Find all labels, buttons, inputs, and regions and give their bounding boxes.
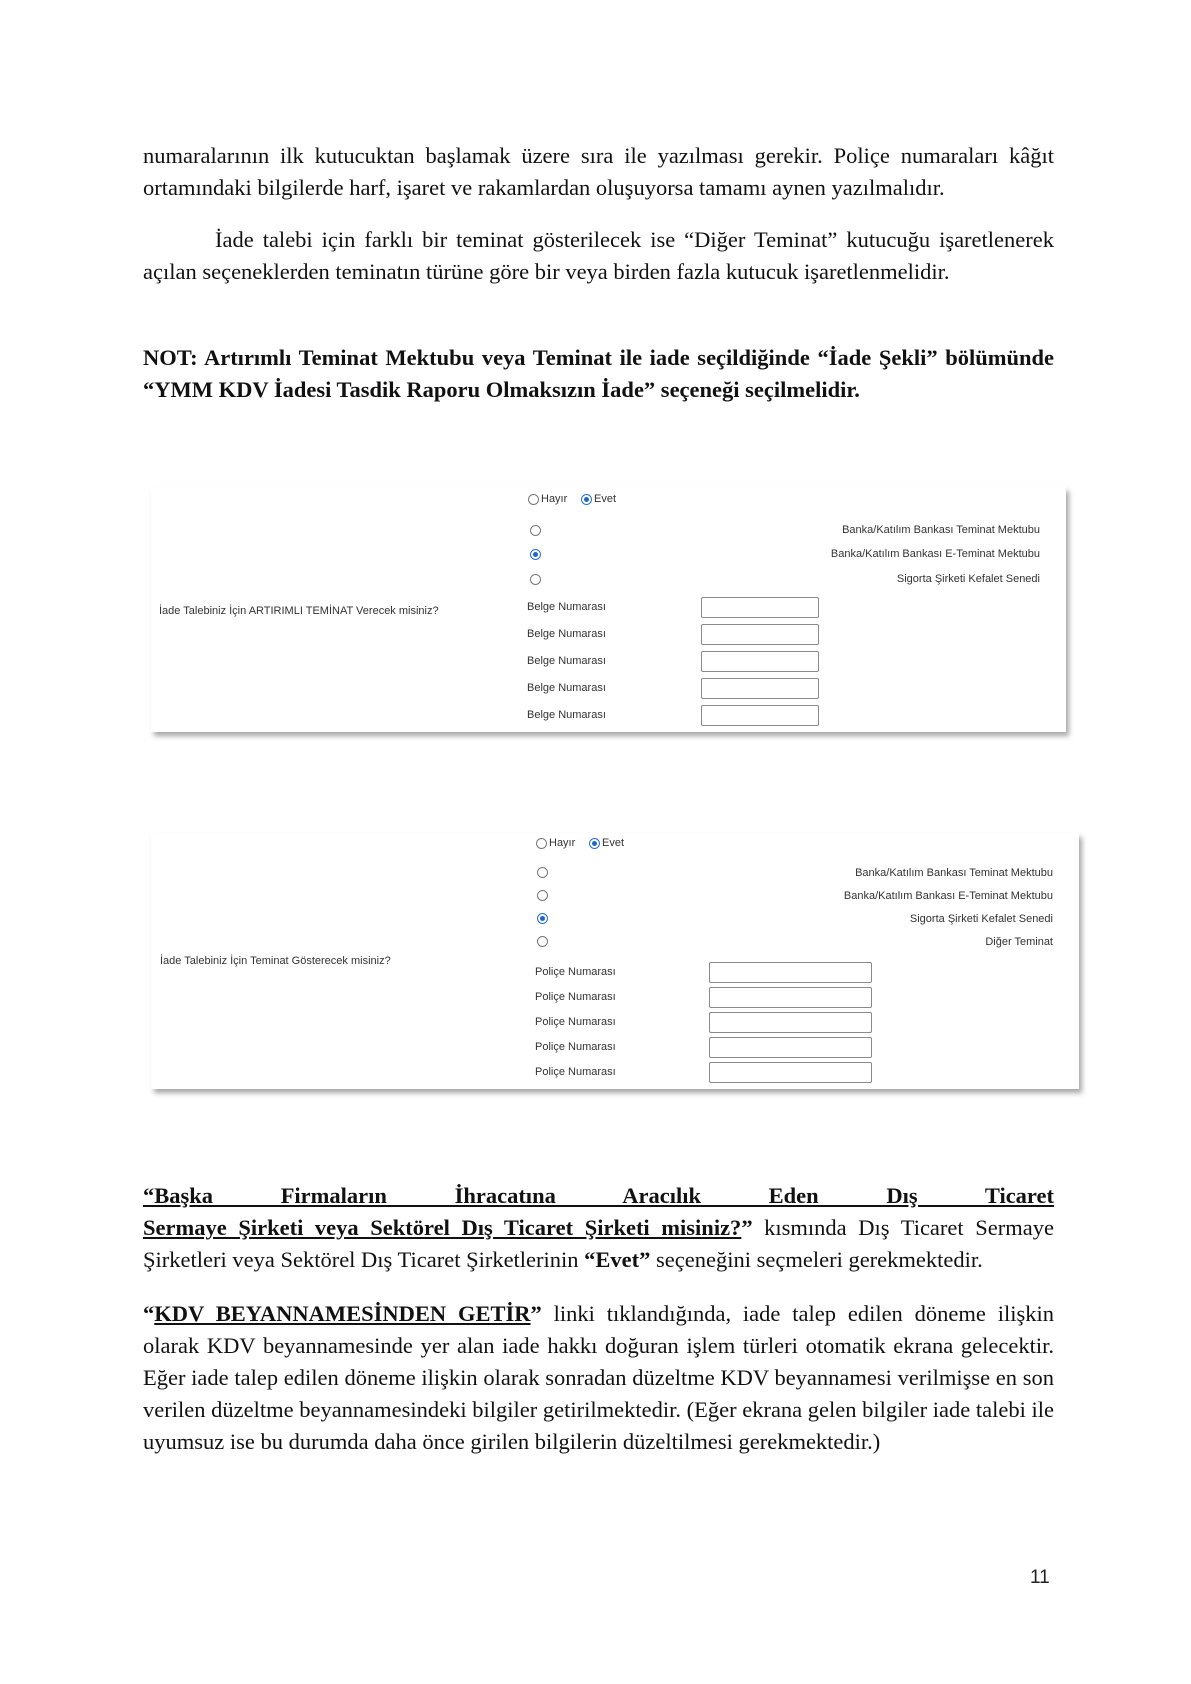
kdv-link-text: linki tıklandığında, iade talep edilen döneme ilişkin olarak KDV beyannamesinde yer alan iade hakkı doğuran işlem türleri otomatik ekrana gelecektir. Eğer iade talep edilen döneme ilişkin olarak sonradan düzeltme KDV beyannamesi verilmişse en son verilen düzeltme beyannamesindeki bilgiler getirilmektedir. (Eğer ekrana gelen bilgiler iade talebi ile uyumsuz ise bu durumda daha önce girilen bilgilerin düzeltilmesi gerekmektedir.)	[143, 1301, 1054, 1454]
option-label-bank-e-letter: Banka/Katılım Bankası E-Teminat Mektubu	[843, 890, 1053, 902]
policy-number-input[interactable]	[709, 987, 872, 1008]
radio-no-label: Hayır	[549, 837, 576, 849]
field-label: Belge Numarası	[527, 682, 606, 694]
quote-close: ”	[741, 1215, 753, 1240]
paragraph-kdv-link	[143, 1298, 1054, 1458]
option-label-bank-letter: Banka/Katılım Bankası Teminat Mektubu	[842, 524, 1040, 536]
radio-yes-label: Evet	[602, 837, 625, 849]
note-paragraph: NOT: Artırımlı Teminat Mektubu veya Teminat ile iade seçildiğinde “İade Şekli” bölümünde “YMM KDV İadesi Tasdik Raporu Olmaksızın İade” seçeneği seçilmelidir.	[143, 345, 1054, 402]
option-label-insurance-bond: Sigorta Şirketi Kefalet Senedi	[909, 913, 1053, 925]
field-label: Poliçe Numarası	[535, 1041, 616, 1053]
option-label-bank-letter: Banka/Katılım Bankası Teminat Mektubu	[855, 867, 1053, 879]
question-label: İade Talebiniz İçin ARTIRIMLI TEMİNAT Verecek misiniz?	[159, 605, 439, 617]
field-label: Poliçe Numarası	[535, 966, 616, 978]
form-panel-guarantee	[151, 833, 1079, 1089]
radio-option-bank-e-letter[interactable]	[537, 890, 548, 901]
paragraph-foreign-trade-question	[143, 1180, 1054, 1276]
radio-yes[interactable]	[581, 494, 592, 505]
document-number-input[interactable]	[701, 624, 819, 645]
radio-option-insurance-bond[interactable]	[537, 913, 548, 924]
radio-option-bank-letter[interactable]	[530, 525, 541, 536]
option-label-insurance-bond: Sigorta Şirketi Kefalet Senedi	[896, 573, 1040, 585]
policy-number-input[interactable]	[709, 1062, 872, 1083]
policy-number-input[interactable]	[709, 962, 872, 983]
field-label: Belge Numarası	[527, 601, 606, 613]
field-label: Poliçe Numarası	[535, 1016, 616, 1028]
page-number: 11	[1030, 1567, 1050, 1588]
document-number-input[interactable]	[701, 651, 819, 672]
evet-emphasis: “Evet”	[584, 1247, 651, 1272]
radio-option-insurance-bond[interactable]	[530, 574, 541, 585]
radio-option-bank-e-letter[interactable]	[530, 549, 541, 560]
foreign-trade-question-line2: Sermaye Şirketi veya Sektörel Dış Ticaret Şirketi misiniz?	[143, 1215, 742, 1240]
radio-option-bank-letter[interactable]	[537, 867, 548, 878]
radio-yes-label: Evet	[594, 493, 617, 505]
kdv-beyanname-link: KDV BEYANNAMESİNDEN GETİR	[154, 1301, 531, 1326]
foreign-trade-text-2: seçeneğini seçmeleri gerekmektedir.	[650, 1247, 983, 1272]
field-label: Belge Numarası	[527, 655, 606, 667]
radio-yes[interactable]	[589, 838, 600, 849]
field-label: Poliçe Numarası	[535, 991, 616, 1003]
quote-close: ”	[530, 1301, 542, 1326]
option-label-other-guarantee: Diğer Teminat	[985, 936, 1053, 948]
field-label: Poliçe Numarası	[535, 1066, 616, 1078]
radio-no[interactable]	[536, 838, 547, 849]
question-label: İade Talebiniz İçin Teminat Gösterecek misiniz?	[160, 955, 391, 967]
policy-number-input[interactable]	[709, 1037, 872, 1058]
paragraph-policy-numbers: numaralarının ilk kutucuktan başlamak üzere sıra ile yazılması gerekir. Poliçe numaraları kâğıt ortamındaki bilgilerde harf, işaret ve rakamlardan oluşuyorsa tamamı aynen yazılmalıdır.	[143, 143, 1054, 200]
radio-no[interactable]	[528, 494, 539, 505]
radio-no-label: Hayır	[541, 493, 568, 505]
field-label: Belge Numarası	[527, 628, 606, 640]
document-number-input[interactable]	[701, 597, 819, 618]
document-number-input[interactable]	[701, 678, 819, 699]
document-number-input[interactable]	[701, 705, 819, 726]
policy-number-input[interactable]	[709, 1012, 872, 1033]
paragraph-other-guarantee: İade talebi için farklı bir teminat gösterilecek ise “Diğer Teminat” kutucuğu işaretlenerek açılan seçeneklerden teminatın türüne göre bir veya birden fazla kutucuk işaretlenmelidir.	[143, 227, 1054, 284]
quote-open: “	[143, 1301, 155, 1326]
foreign-trade-text-1: kısmında Dış Ticaret Sermaye Şirketleri veya Sektörel Dış Ticaret Şirketlerinin	[143, 1215, 1054, 1272]
field-label: Belge Numarası	[527, 709, 606, 721]
option-label-bank-e-letter: Banka/Katılım Bankası E-Teminat Mektubu	[830, 548, 1040, 560]
radio-option-other-guarantee[interactable]	[537, 936, 548, 947]
form-panel-increased-guarantee	[151, 487, 1066, 732]
foreign-trade-question-line1: “Başka Firmaların İhracatına Aracılık Eden Dış Ticaret	[143, 1183, 1054, 1208]
